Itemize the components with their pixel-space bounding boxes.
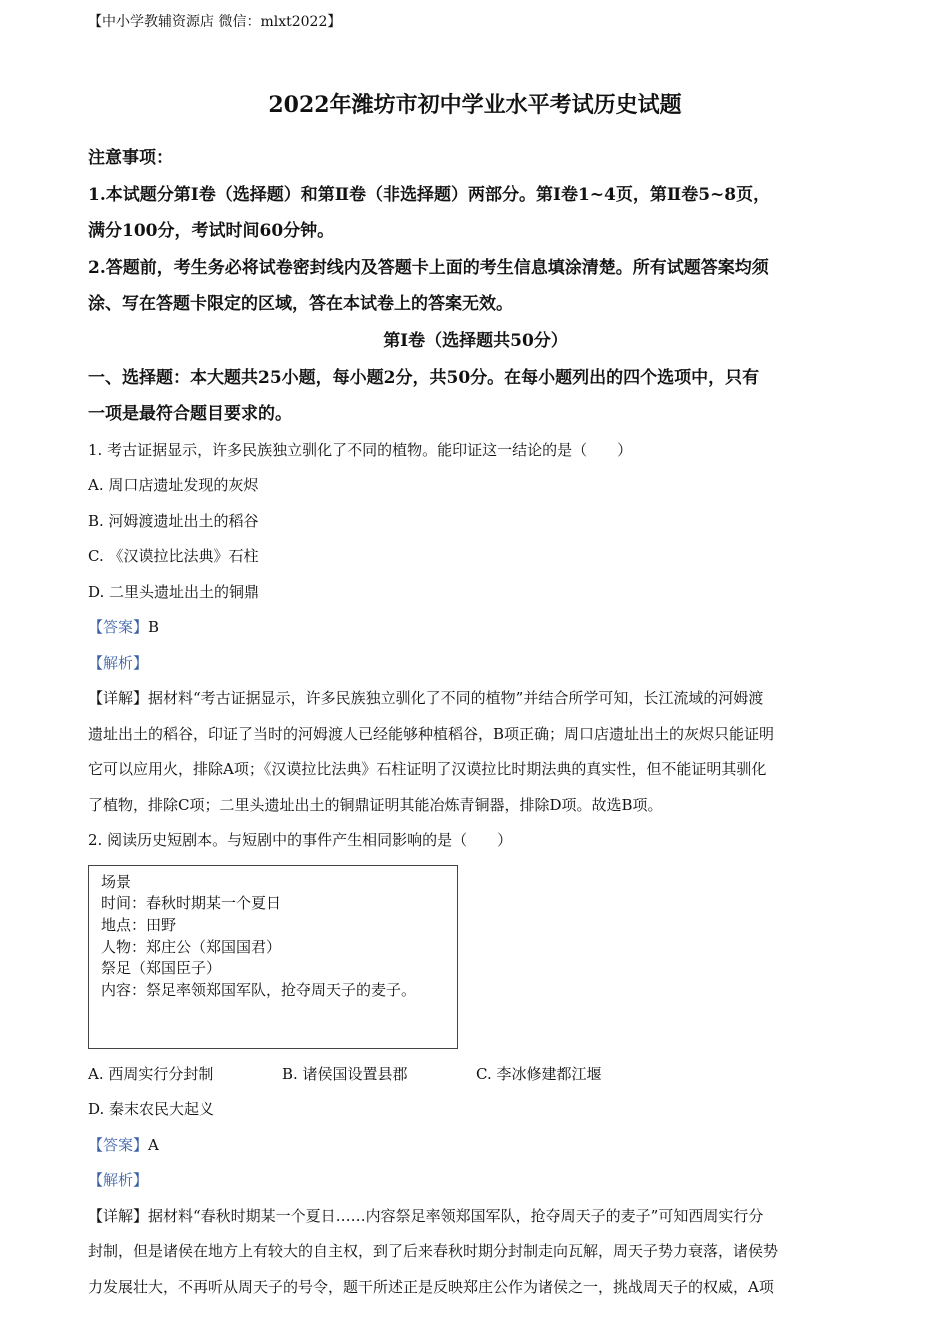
q2-script-line-2: 时间：春秋时期某一个夏日	[101, 894, 282, 913]
q2-answer-value: A	[148, 1135, 159, 1154]
q1-detail-line-1: 【详解】据材料“考古证据显示，许多民族独立驯化了不同的植物”并结合所学可知，长江流域的河姆渡	[88, 689, 764, 707]
section-title: 第Ⅰ卷（选择题共50分）	[383, 330, 568, 351]
q2-options	[88, 1057, 863, 1128]
q1-detail-line-2: 遗址出土的稻谷，印证了当时的河姆渡人已经能够种植稻谷，B项正确；周口店遗址出土的灰烬只能证明	[88, 724, 775, 743]
q2-script-line-4: 人物：郑庄公（郑国国君）	[101, 937, 282, 956]
notice-line-3: 2.答题前，考生务必将试卷密封线内及答题卡上面的考生信息填涂清楚。所有试题答案均须	[88, 257, 769, 278]
document-body	[88, 140, 863, 1305]
q2-script-line-1: 场景	[101, 872, 132, 891]
q1-answer-value: B	[148, 618, 160, 636]
q2-detail-line-2: 封制，但是诸侯在地方上有较大的自主权，到了后来春秋时期分封制走向瓦解，周天子势力衰落，诸侯势	[88, 1242, 779, 1260]
q1-detail-line-4: 了植物，排除C项；二里头遗址出土的铜鼎证明其能冶炼青铜器，排除D项。故选B项。	[88, 795, 663, 814]
q2-script-box	[88, 865, 458, 1049]
header-note: 【中小学教辅资源店 微信：mlxt2022】	[88, 14, 342, 30]
q2-option-b: B. 诸侯国设置县郡	[282, 1064, 408, 1083]
q1-option-d: D. 二里头遗址出土的铜鼎	[88, 582, 260, 601]
notice-heading: 注意事项：	[88, 148, 173, 168]
q2-option-c: C. 李冰修建都江堰	[476, 1064, 602, 1083]
q1-analysis-tag: 【解析】	[88, 653, 149, 672]
q1-detail-line-3: 它可以应用火，排除A项；《汉谟拉比法典》石柱证明了汉谟拉比时期法典的真实性，但不能证明其驯化	[88, 760, 767, 778]
q2-answer	[88, 1128, 863, 1164]
q1-answer-tag: 【答案】	[88, 618, 149, 636]
q1-option-b: B. 河姆渡遗址出土的稻谷	[88, 511, 259, 530]
q2-detail-line-3: 力发展壮大，不再听从周天子的号令，题干所述正是反映郑庄公作为诸侯之一，挑战周天子的权威，A项	[88, 1277, 774, 1296]
q2-stem: 2. 阅读历史短剧本。与短剧中的事件产生相同影响的是（ ）	[88, 831, 513, 849]
q1-answer	[88, 610, 863, 646]
notice-line-4: 涂、写在答题卡限定的区域，答在本试卷上的答案无效。	[88, 294, 513, 314]
q1-stem: 1. 考古证据显示，许多民族独立驯化了不同的植物。能印证这一结论的是（ ）	[88, 440, 633, 459]
q2-script-line-5: 祭足（郑国臣子）	[101, 959, 222, 978]
section-instruction-1: 一、选择题：本大题共25小题，每小题2分，共50分。在每小题列出的四个选项中，只有	[88, 367, 760, 388]
notice-line-1: 1.本试题分第Ⅰ卷（选择题）和第Ⅱ卷（非选择题）两部分。第Ⅰ卷1~4页，第Ⅱ卷5~8页，	[88, 184, 771, 205]
q2-analysis-tag: 【解析】	[88, 1171, 149, 1189]
page-title: 2022年潍坊市初中学业水平考试历史试题	[268, 92, 682, 118]
q2-option-d: D. 秦末农民大起义	[88, 1100, 215, 1118]
section-instruction-2: 一项是最符合题目要求的。	[88, 404, 292, 424]
q2-script-line-3: 地点：田野	[101, 915, 177, 934]
q2-script-line-6: 内容：祭足率领郑国军队，抢夺周天子的麦子。	[101, 981, 417, 1000]
q2-detail-line-1: 【详解】据材料“春秋时期某一个夏日……内容祭足率领郑国军队，抢夺周天子的麦子”可知西周实行分	[88, 1206, 764, 1225]
q2-option-a: A. 西周实行分封制	[88, 1064, 214, 1083]
q1-option-a: A. 周口店遗址发现的灰烬	[88, 476, 259, 494]
q1-option-c: C. 《汉谟拉比法典》石柱	[88, 547, 259, 565]
q1-options	[88, 468, 863, 610]
q2-answer-tag: 【答案】	[88, 1135, 149, 1154]
notice-line-2: 满分100分，考试时间60分钟。	[88, 221, 335, 241]
